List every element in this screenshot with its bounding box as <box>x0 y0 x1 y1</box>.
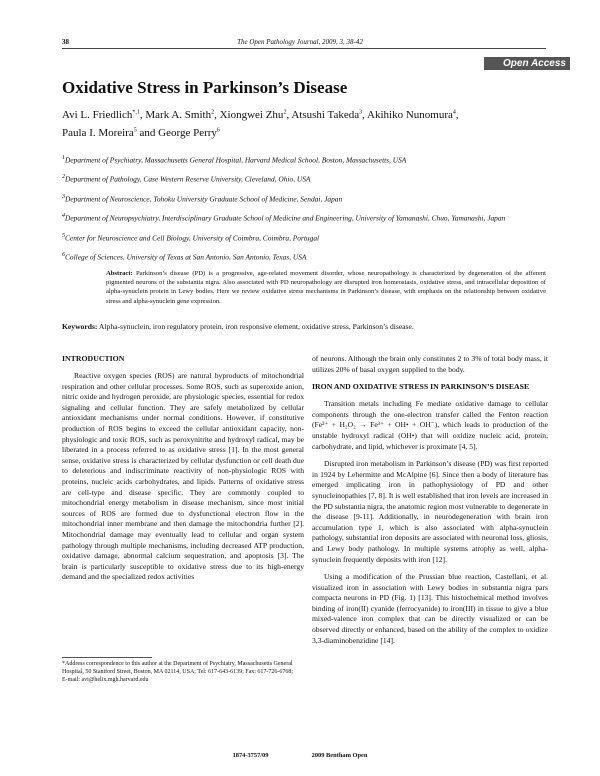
abstract-label: Abstract: <box>106 270 133 277</box>
abstract <box>106 269 546 306</box>
section-heading: IRON AND OXIDATIVE STRESS IN PARKINSON’S DISEASE <box>312 382 530 392</box>
author: Avi L. Friedlich$^{*,1}$, <box>62 108 146 121</box>
paragraph: Using a modification of the Prussian blue reaction, Castellani, et al. visualized iron in association with Lewy bodies in substantia nigra pars compacta neurons in PD (Fig. 1) [13]. This histochemical method involves binding of iron(II) cyanide (ferrocyanide) to iron(III) in tissue to give a blue mixed-valence iron complex that can be directly visualized or can be observed directly or enhanced, based on the ability of the complex to oxidize 3,3-diaminobenzidine [14]. <box>312 572 548 645</box>
footnote-rule <box>62 657 152 658</box>
affiliations <box>62 153 548 270</box>
paragraph: Reactive oxygen species (ROS) are natural byproducts of mitochondrial respiration and other cellular processes. Some ROS, such as superoxide anion, nitric oxide and hydrogen peroxide, are physiologic species, essential for redox signaling and cellular function. They are safely metabolized by cellular antioxidant mechanisms under normal conditions. However, if constitutive production of ROS begins to exceed the cellular antioxidant capacity, non-physiologic and toxic ROS, such as peroxynitrite and hydroxyl radical, may be liberated in a process referred to as oxidative stress [1]. In the most general sense, oxidative stress is characterized by cellular dysfunction or cell death due to deleterious and indiscriminate reactivity of non-physiologic ROS with proteins, nucleic acids carbohydrates, and lipids. Patterns of oxidative stress are cell-type and disease specific. They are commonly coupled to mitochondrial energy metabolism in disease mechanism, since most initial sources of ROS are formed due to dysfunctional electron flow in the mitochondrial inner membrane and then damage the mitochondria further [2]. Mitochondrial damage may eventually lead to cellular and organ system pathology through multiple mechanisms, including decreased ATP production, oxidative damage, abnormal calcium sequestration, and apoptosis [3]. The brain is particularly susceptible to oxidative stress due to its high-energy demand and the specialized redox activities <box>62 371 304 582</box>
article-title: Oxidative Stress in Parkinson’s Disease <box>62 78 348 97</box>
paragraph: of neurons. Although the brain only constitutes 2 to 3% of total body mass, it utilizes 20% of basal oxygen supplied to the body. <box>312 354 548 374</box>
affiliation: $^5$Center for Neuroscience and Cell Biology, University of Coimbra, Coimbra, Portugal <box>62 232 320 243</box>
affiliation: $^3$Department of Neuroscience, Tohoku University Graduate School of Medicine, Sendai, Japan <box>62 193 343 204</box>
author: Atsushi Takeda$^3$, <box>291 108 368 121</box>
keywords <box>62 322 552 332</box>
keywords-label: Keywords: <box>62 322 98 331</box>
abstract-text: Parkinson’s disease (PD) is a progressive, age-related movement disorder, whose neuropathology is characterized by degeneration of the afferent pigmented neurons of the substantia nigra. Also associated with PD neuropathology are disrupted iron homeostasis, oxidative stress, and intracellular deposition of alpha-synuclein protein in Lewy bodies. Here we review oxidative stress mechanisms in Parkinson’s disease, with emphasis on the relationship between oxidative stress and alpha-synuclein gene expression. <box>106 270 546 305</box>
author: Xiongwei Zhu$^2$, <box>219 108 292 121</box>
publisher: 2009 Bentham Open <box>311 752 368 759</box>
author: Akihiko Nunomura$^4$, <box>367 108 459 121</box>
affiliation: $^2$Department of Pathology, Case Western Reserve University, Cleveland, Ohio, USA <box>62 174 311 184</box>
header-rule <box>62 48 546 49</box>
section-heading: INTRODUCTION <box>62 354 125 363</box>
keywords-text: Alpha-synuclein, iron regulatory protein, iron responsive element, oxidative stress, Parkinson’s disease. <box>98 322 414 331</box>
affiliation: $^4$Department of Neuropsychiatry, Interdisciplinary Graduate School of Medicine and Engineering, University of Yamanashi, Chuo, Yamanashi, Japan <box>62 213 506 223</box>
page-footer <box>0 752 600 759</box>
footnote-text: *Address correspondence to this author at the Department of Psychiatry, Massachusetts General Hospital, 50 Staniford Street, Boston, MA 02114, USA; Tel: 617-643-6139; Fax: 617-726-6768; <box>62 661 294 675</box>
author-list <box>62 104 552 141</box>
author: Paula I. Moreira$^5$ and <box>62 127 159 140</box>
issn: 1874-3757/09 <box>232 752 269 759</box>
journal-citation: The Open Pathology Journal, 2009, 3, 38-42 <box>237 38 363 46</box>
footnote-email: E-mail: avi@helix.mgh.harvard.edu <box>62 677 149 683</box>
paragraph: Disrupted iron metabolism in Parkinson’s disease (PD) was first reported in 1924 by Lehermitte and McAlpine [6]. Since then a body of literature has emerged implicating iron in pathophysiology of PD and other synucleinopathies [7, 8]. It is well established that iron levels are increased in the PD substantia nigra, the anatomic region most vulnerable to degenerate in the disease [9-11]. Additionally, in neurodegeneration with brain iron accumulation type 1, which is also associated with alpha-synuclein pathology, substantial iron deposits are associated with neuronal loss, gliosis, and Lewy body pathology. In multiple systems atrophy as well, alpha-synuclein frequently deposits with iron [12]. <box>312 459 548 564</box>
open-access-badge: Open Access <box>484 57 570 70</box>
author: Mark A. Smith$^2$, <box>145 108 220 121</box>
correspondence-footnote <box>62 660 304 684</box>
right-column <box>312 354 548 646</box>
left-column <box>62 354 304 583</box>
affiliation: $^6$College of Sciences, University of Texas at San Antonio, San Antonio, Texas, USA <box>62 252 307 262</box>
affiliation: $^1$Department of Psychiatry, Massachusetts General Hospital, Harvard Medical School, Boston, Massachusetts, USA <box>62 155 407 165</box>
paragraph: Transition metals including Fe mediate oxidative damage to cellular components through the one-electron transfer called the Fenton reaction (Fe²⁺ + H₂O₂ → Fe³⁺ + OH• + OH⁻), which leads to production of the unstable hydroxyl radical (OH•) that will oxidize nucleic acid, protein, carbohydrate, and lipid, whichever is proximate [4, 5]. <box>312 399 548 451</box>
page-number: 38 <box>62 38 69 46</box>
author: George Perry$^6$ <box>158 127 220 140</box>
